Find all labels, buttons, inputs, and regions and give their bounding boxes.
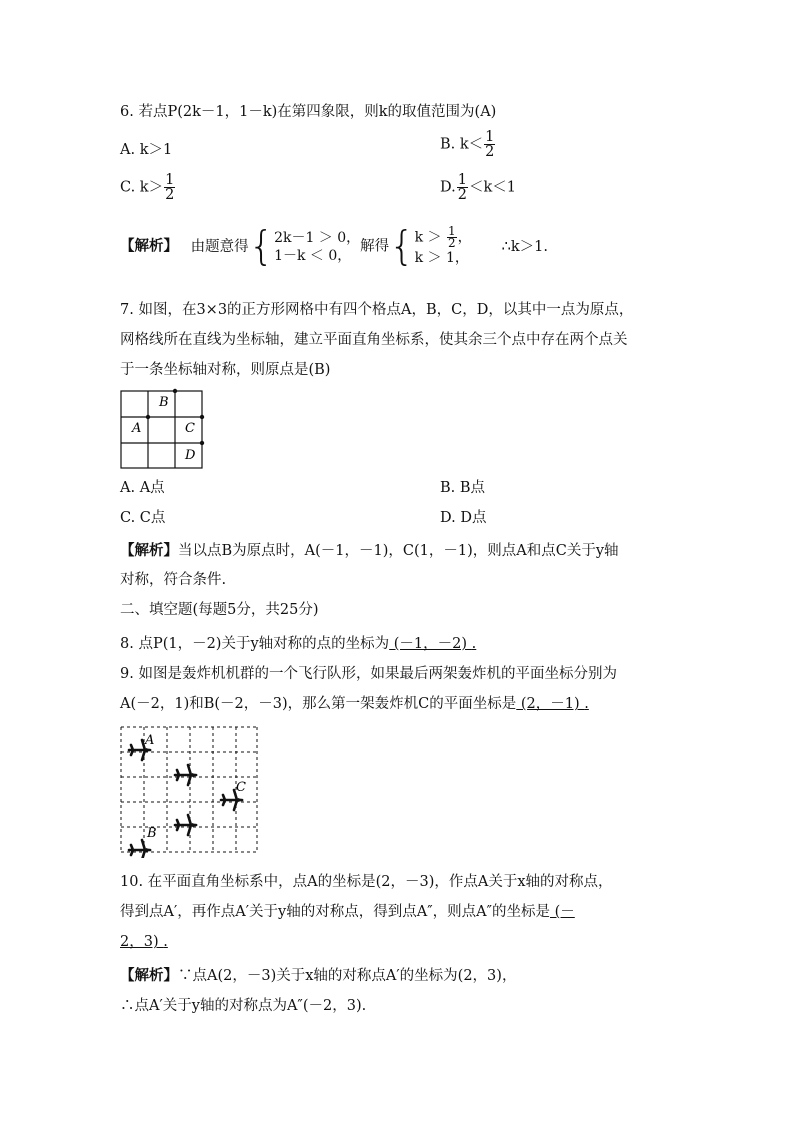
q6-option-d: D. $\frac{1}{2}$ ＜k＜1 (440, 172, 516, 203)
q9-line-2: A(－2，1)和B(－2，－3)，那么第一架轰炸机C的平面坐标是 (2，－1) . (120, 696, 589, 712)
left-brace-icon: { (389, 223, 415, 270)
q7-option-a: A. A点 (120, 480, 165, 496)
left-brace-icon: { (248, 223, 275, 270)
section-title: 二、填空题(每题5分，共25分) (120, 602, 319, 618)
label-a: A (145, 733, 155, 748)
inequality-system-2: k ＞ $\frac{1}{2}$ ， k ＞ 1， (414, 224, 472, 266)
plane-icon (175, 765, 198, 785)
solution-tag: 【解析】 (120, 543, 178, 559)
point-b (173, 389, 177, 393)
q10-line-2: 得到点A′，再作点A′关于y轴的对称点，得到点A″，则点A″的坐标是 (－ (120, 904, 575, 920)
q6-option-a: A. k＞1 (120, 142, 173, 158)
point-d (200, 441, 204, 445)
q10-solution-line-1: 【解析】∵点A(2，－3)关于x轴的对称点A′的坐标为(2，3)， (120, 968, 517, 984)
q8-answer: (－1，－2) (389, 636, 472, 652)
q6-option-d-text: D. (440, 179, 456, 196)
label-c: C (236, 780, 246, 795)
q7-option-b: B. B点 (440, 480, 486, 496)
point-c (200, 415, 204, 419)
plane-icon (175, 815, 198, 835)
q9-answer: (2，－1) (516, 696, 585, 712)
q6-option-b-text: B. k＜ (440, 136, 484, 153)
label-c: C (185, 421, 195, 436)
q6-stem: 6. 若点P(2k－1，1－k)在第四象限，则k的取值范围为(A) (120, 104, 497, 120)
q10-solution-line-2: ∴点A′关于y轴的对称点为A″(－2，3). (120, 998, 367, 1014)
q6-solution: 【解析】 由题意得{ 2k－1 ＞ 0， 1－k ＜ 0， 解得{ k ＞ $\frac{1}{2}$ ， k ＞ 1， ∴k＞1. (120, 223, 549, 270)
q7-line-1: 7. 如图，在3×3的正方形网格中有四个格点A，B，C，D，以其中一点为原点， (120, 302, 634, 318)
q7-solution-line-2: 对称，符合条件. (120, 572, 227, 588)
inequality-system-1: 2k－1 ＞ 0， 1－k ＜ 0， (274, 229, 361, 264)
q6-option-c-text: C. k＞ (120, 179, 164, 196)
q10-line-3: 2，3) . (120, 934, 168, 950)
half-fraction: $\frac{1}{2}$ (485, 129, 495, 160)
bomber-formation-figure (118, 724, 263, 858)
q7-option-d: D. D点 (440, 510, 487, 526)
q7-line-2: 网格线所在直线为坐标轴，建立平面直角坐标系，使其余三个点中存在两个点关 (120, 332, 628, 348)
q6-option-c (120, 173, 176, 202)
q8-line: 8. 点P(1，－2)关于y轴对称的点的坐标为 (－1，－2) . (120, 636, 477, 652)
q10-line-1: 10. 在平面直角坐标系中，点A的坐标是(2，－3)，作点A关于x轴的对称点， (120, 874, 613, 890)
label-a: A (132, 421, 142, 436)
q7-line-3: 于一条坐标轴对称，则原点是(B) (120, 362, 331, 378)
q7-solution-line-1: 【解析】当以点B为原点时，A(－1，－1)，C(1，－1)，则点A和点C关于y轴 (120, 543, 619, 559)
plane-icon (129, 840, 152, 858)
q6-option-b (440, 130, 496, 159)
solution-tag: 【解析】 (120, 968, 178, 984)
q10-answer-part-1: (－ (550, 904, 575, 920)
q9-line-1: 9. 如图是轰炸机机群的一个飞行队形，如果最后两架轰炸机的平面坐标分别为 (120, 666, 617, 682)
label-d: D (185, 448, 196, 463)
half-fraction: $\frac{1}{2}$ (165, 172, 175, 203)
q10-answer-part-2: 2，3) (120, 934, 164, 950)
half-fraction: $\frac{1}{2}$ (457, 172, 467, 203)
q7-option-c: C. C点 (120, 510, 166, 526)
point-a (146, 415, 150, 419)
grid-figure (118, 388, 208, 472)
solution-tag: 【解析】 (120, 238, 178, 255)
label-b: B (147, 826, 157, 841)
label-b: B (159, 395, 169, 410)
